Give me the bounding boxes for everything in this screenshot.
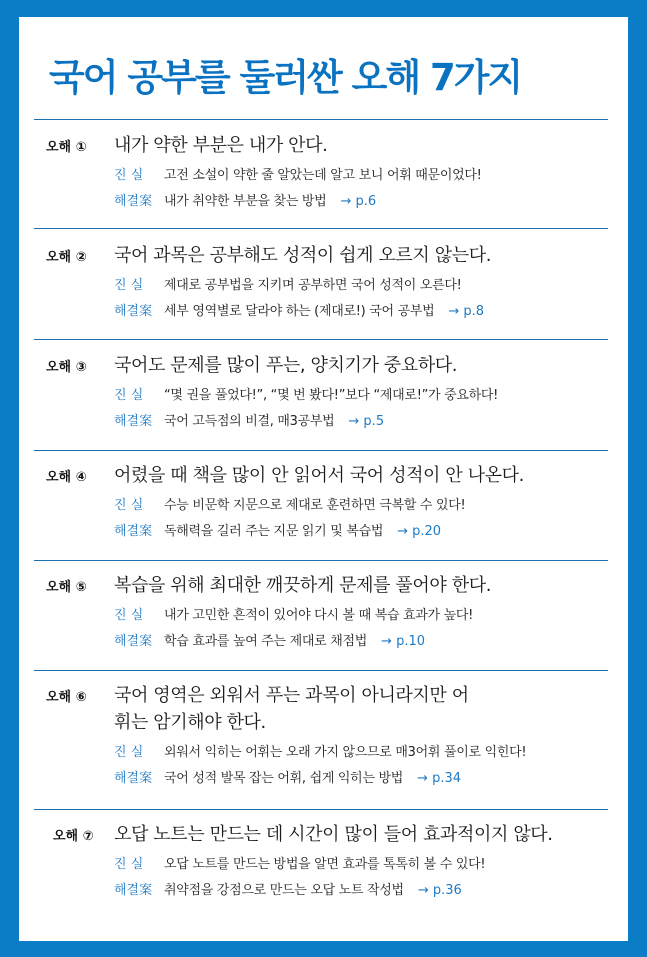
solution-text: 취약점을 강점으로 만드는 오답 노트 작성법 [164,883,404,898]
solution-text: 학습 효과를 높여 주는 제대로 채점법 [164,634,368,649]
truth-label: 진 실 [114,745,144,760]
truth-row [114,604,473,623]
divider [34,670,608,671]
divider [34,119,608,120]
myth-title: 복습을 위해 최대한 깨끗하게 문제를 풀어야 한다. [114,575,492,596]
myth-label: 오해 ④ [46,470,87,485]
truth-label: 진 실 [114,168,144,183]
truth-row [114,164,482,183]
myth-label: 오해 ③ [46,360,87,375]
solution-row [114,300,484,319]
page-reference: → p.20 [397,524,442,539]
truth-row [114,274,462,293]
solution-row [114,190,376,209]
divider [34,809,608,810]
truth-label: 진 실 [114,857,144,872]
truth-text: 고전 소설이 약한 줄 알았는데 알고 보니 어휘 때문이었다! [164,168,482,183]
solution-label: 해결案 [114,304,153,319]
truth-text: 내가 고민한 흔적이 있어야 다시 볼 때 복습 효과가 높다! [164,608,474,623]
truth-text: 오답 노트를 만드는 방법을 알면 효과를 톡톡히 볼 수 있다! [164,857,486,872]
solution-label: 해결案 [114,414,153,429]
myth-label: 오해 ⑤ [46,580,87,595]
truth-row [114,384,498,403]
solution-label: 해결案 [114,883,153,898]
truth-text: 수능 비문학 지문으로 제대로 훈련하면 극복할 수 있다! [164,498,466,513]
solution-label: 해결案 [114,194,153,209]
truth-label: 진 실 [114,388,144,403]
truth-label: 진 실 [114,278,144,293]
truth-text: 외워서 익히는 어휘는 오래 가지 않으므로 매3어휘 풀이로 익힌다! [164,745,527,760]
solution-label: 해결案 [114,771,153,786]
solution-text: 국어 성적 발목 잡는 어휘, 쉽게 익히는 방법 [164,771,404,786]
divider [34,228,608,229]
solution-label: 해결案 [114,634,153,649]
solution-text: 독해력을 길러 주는 지문 읽기 및 복습법 [164,524,384,539]
truth-row [114,853,485,872]
myth-label: 오해 ① [46,140,87,155]
page-reference: → p.5 [348,414,385,429]
solution-text: 내가 취약한 부분을 찾는 방법 [164,194,327,209]
truth-row [114,494,465,513]
truth-text: “몇 권을 풀었다!”, “몇 번 봤다!”보다 “제대로!”가 중요하다! [164,388,499,403]
page-reference: → p.6 [340,194,377,209]
truth-label: 진 실 [114,498,144,513]
myth-title: 어렸을 때 책을 많이 안 읽어서 국어 성적이 안 나온다. [114,465,524,486]
divider [34,560,608,561]
truth-label: 진 실 [114,608,144,623]
solution-row [114,410,384,429]
solution-text: 국어 고득점의 비결, 매3공부법 [164,414,335,429]
myth-label: 오해 ⑥ [46,690,87,705]
page-reference: → p.8 [448,304,485,319]
myth-title: 오답 노트는 만드는 데 시간이 많이 들어 효과적이지 않다. [114,824,553,845]
myth-title: 국어 과목은 공부해도 성적이 쉽게 오르지 않는다. [114,245,492,266]
solution-row [114,767,461,786]
page-reference: → p.10 [381,634,425,649]
page-reference: → p.36 [417,883,462,898]
document-page [19,17,628,941]
solution-row [114,520,441,539]
myth-title: 내가 약한 부분은 내가 안다. [114,135,328,156]
page-reference: → p.34 [417,771,461,786]
truth-text: 제대로 공부법을 지키며 공부하면 국어 성적이 오른다! [164,278,462,293]
myth-title: 국어 영역은 외워서 푸는 과목이 아니라지만 어휘는 암기해야 한다. [114,685,469,733]
page-title: 국어 공부를 둘러싼 오해 7가지 [49,56,522,99]
myth-title: 국어도 문제를 많이 푸는, 양치기가 중요하다. [114,355,458,376]
myth-label: 오해 ② [46,250,87,265]
solution-row [114,630,425,649]
solution-row [114,879,462,898]
divider [34,339,608,340]
solution-label: 해결案 [114,524,153,539]
myth-label: 오해 ⑦ [53,829,94,844]
divider [34,450,608,451]
solution-text: 세부 영역별로 달라야 하는 (제대로!) 국어 공부법 [164,304,435,319]
truth-row [114,741,526,760]
